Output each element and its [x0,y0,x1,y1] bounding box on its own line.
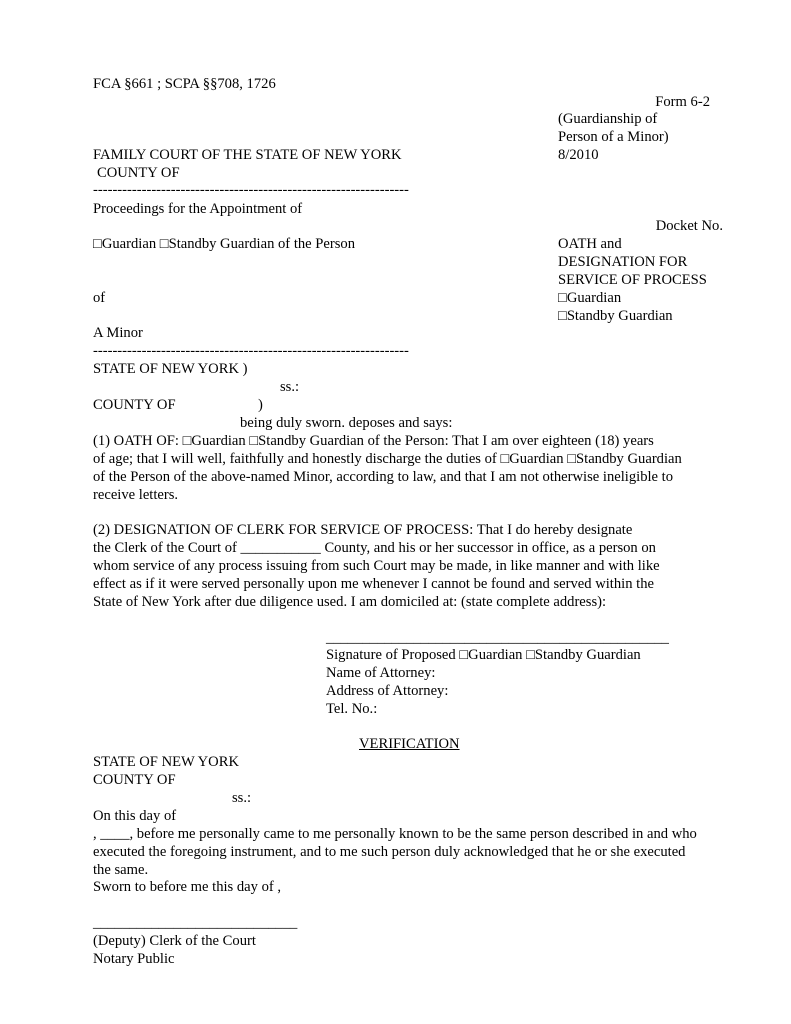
proceedings-label: Proceedings for the Appointment of [93,201,303,217]
caption-of: of [93,290,106,306]
verification-ss: ss.: [232,790,252,806]
form-description-line-1: (Guardianship of [558,111,658,127]
attorney-address-label: Address of Attorney: [326,683,449,699]
telephone-label: Tel. No.: [326,701,378,717]
designation-line: effect as if it were served personally upon me whenever I cannot be found and served within the [93,576,654,592]
oath-line: (1) OATH OF: □Guardian □Standby Guardian of the Person: That I am over eighteen (18) years [93,433,654,449]
venue-county: COUNTY OF [93,397,176,413]
document-title-line-2: DESIGNATION FOR [558,254,688,270]
oath-line: of age; that I will well, faithfully and honestly discharge the duties of □Guardian □Standby Guardian [93,451,682,467]
verification-state: STATE OF NEW YORK [93,754,239,770]
verification-day: On this day of [93,808,177,824]
document-title-line-1: OATH and [558,236,622,252]
clerk-signature-line: ____________________________ [93,915,298,931]
form-description-line-2: Person of a Minor) [558,129,669,145]
form-number: Form 6-2 [655,94,710,110]
venue-paren: ) [258,397,263,413]
oath-line: receive letters. [93,487,179,503]
designation-line: whom service of any process issuing from such Court may be made, in like manner and with like [93,558,660,574]
caption-rule-top: ----------------------------------------------------------------- [93,182,409,198]
caption-county: COUNTY OF [97,165,180,181]
court-name: FAMILY COURT OF THE STATE OF NEW YORK [93,147,402,163]
title-option-standby-guardian: □Standby Guardian [558,308,673,324]
venue-state: STATE OF NEW YORK ) [93,361,248,377]
sworn-statement: being duly sworn. deposes and says: [240,415,453,431]
notary-label: Notary Public [93,951,175,967]
sworn-before-me: Sworn to before me this day of , [93,879,282,895]
appointment-type: □Guardian □Standby Guardian of the Person [93,236,356,252]
verification-line: , ____, before me personally came to me personally known to be the same person described in and who [93,826,697,842]
document-title-line-3: SERVICE OF PROCESS [558,272,707,288]
signature-label: Signature of Proposed □Guardian □Standby Guardian [326,647,641,663]
verification-title: VERIFICATION [359,736,460,752]
caption-rule-bottom: ----------------------------------------------------------------- [93,343,409,359]
docket-number-label: Docket No. [655,218,723,234]
verification-line: the same. [93,862,149,878]
form-date: 8/2010 [558,147,599,163]
oath-line: of the Person of the above-named Minor, according to law, and that I am not otherwise ineligible to [93,469,674,485]
caption-minor: A Minor [93,325,143,341]
attorney-name-label: Name of Attorney: [326,665,436,681]
statute-citation: FCA §661 ; SCPA §§708, 1726 [93,76,276,92]
designation-line: State of New York after due diligence used. I am domiciled at: (state complete address): [93,594,607,610]
designation-line: (2) DESIGNATION OF CLERK FOR SERVICE OF PROCESS: That I do hereby designate [93,522,633,538]
designation-line: the Clerk of the Court of ___________ County, and his or her successor in office, as a person on [93,540,656,556]
title-option-guardian: □Guardian [558,290,622,306]
verification-line: executed the foregoing instrument, and to me such person duly acknowledged that he or she executed [93,844,686,860]
verification-county: COUNTY OF [93,772,176,788]
clerk-label: (Deputy) Clerk of the Court [93,933,256,949]
signature-line: _______________________________________________ [326,630,669,646]
venue-ss: ss.: [280,379,300,395]
